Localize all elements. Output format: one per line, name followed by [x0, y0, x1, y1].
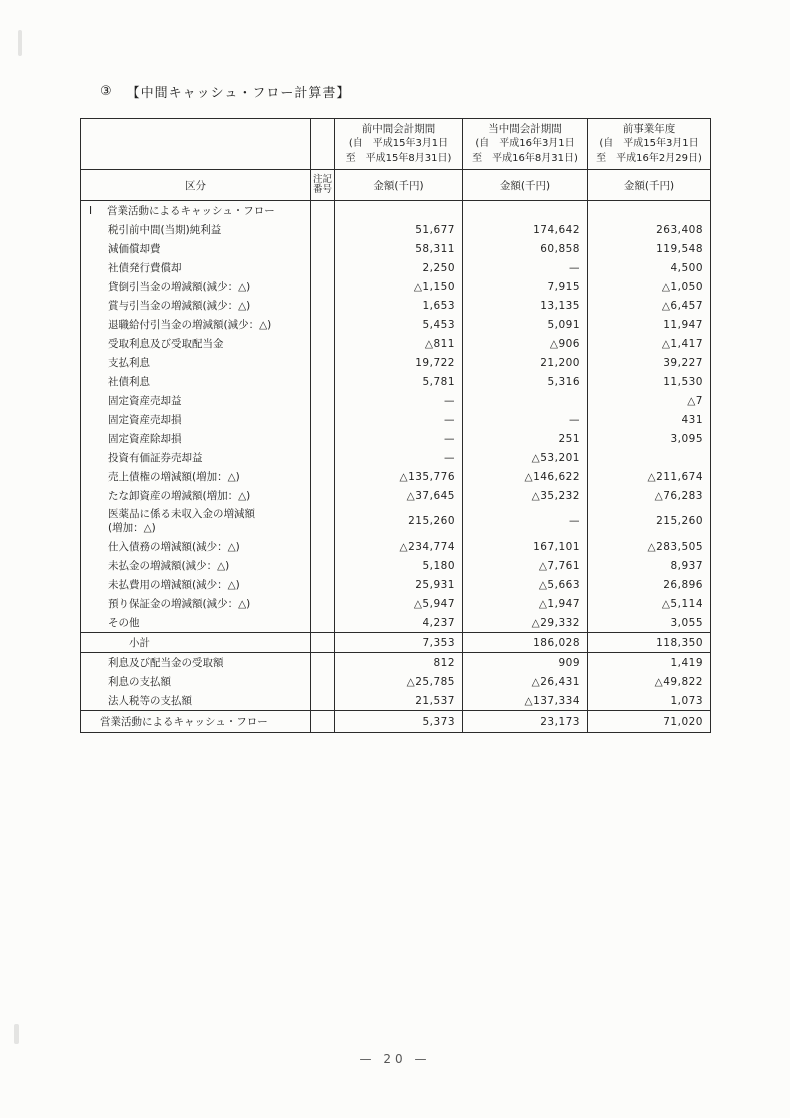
row-amount-col1: 51,677	[335, 220, 463, 239]
document-title	[100, 82, 350, 101]
row-amount-col2: —	[463, 505, 588, 537]
row-amount-col2: △7,761	[463, 556, 588, 575]
row-amount-col2: 186,028	[463, 633, 588, 653]
row-label-text: 固定資産売却損	[108, 414, 182, 426]
table-row	[81, 410, 711, 429]
row-label-text: 投資有価証券売却益	[108, 452, 203, 464]
row-note-cell	[311, 372, 335, 391]
row-note-cell	[311, 486, 335, 505]
row-amount-col2: 5,091	[463, 315, 588, 334]
row-note-cell	[311, 334, 335, 353]
row-amount-col2: 60,858	[463, 239, 588, 258]
row-amount-col2: 5,316	[463, 372, 588, 391]
table-row	[81, 258, 711, 277]
table-row	[81, 372, 711, 391]
header-amount-2: 金額(千円)	[463, 170, 588, 201]
table-row	[81, 711, 711, 733]
row-amount-col3: 39,227	[588, 353, 711, 372]
row-amount-col3: 119,548	[588, 239, 711, 258]
row-label	[81, 450, 203, 465]
header-amount-3: 金額(千円)	[588, 170, 711, 201]
row-label-text: 未払費用の増減額(減少：△)	[108, 579, 240, 592]
row-amount-col1: 5,373	[335, 711, 463, 733]
row-amount-col2	[463, 391, 588, 410]
row-note-cell	[311, 448, 335, 467]
row-label-cell	[81, 239, 311, 258]
row-amount-col2: △53,201	[463, 448, 588, 467]
row-amount-col3: 8,937	[588, 556, 711, 575]
row-label-text: 固定資産売却益	[108, 395, 182, 407]
row-label-cell	[81, 372, 311, 391]
row-label	[81, 393, 182, 408]
row-amount-col2: 174,642	[463, 220, 588, 239]
row-note-cell	[311, 575, 335, 594]
row-label-cell	[81, 575, 311, 594]
table-row	[81, 467, 711, 486]
table-row	[81, 653, 711, 673]
row-note-cell	[311, 296, 335, 315]
table-row	[81, 315, 711, 334]
row-label-text: 減価償却費	[108, 243, 161, 255]
row-amount-col3: 1,073	[588, 691, 711, 711]
table-row	[81, 220, 711, 239]
period-date-to: 至 平成16年8月31日)	[472, 152, 578, 164]
row-label	[81, 596, 250, 611]
row-label-cell	[81, 505, 311, 537]
row-label	[81, 222, 221, 237]
table-row	[81, 613, 711, 633]
row-amount-col2: △35,232	[463, 486, 588, 505]
row-amount-col1: 25,931	[335, 575, 463, 594]
row-amount-col1: 4,237	[335, 613, 463, 633]
title-number: ③	[100, 84, 113, 99]
row-label-text: 利息及び配当金の受取額	[108, 657, 224, 670]
row-label-text: 営業活動によるキャッシュ・フロー	[107, 205, 275, 217]
row-label-text: 社債利息	[108, 376, 150, 388]
row-label-cell	[81, 691, 311, 711]
table-body	[81, 201, 711, 733]
row-label	[81, 655, 224, 670]
row-amount-col3	[588, 201, 711, 221]
row-label-cell	[81, 391, 311, 410]
title-text: 【中間キャッシュ・フロー計算書】	[126, 86, 351, 101]
row-label-text: 預り保証金の増減額(減少：△)	[108, 598, 251, 611]
period-date-from: (自 平成16年3月1日	[475, 138, 575, 150]
row-note-cell	[311, 353, 335, 372]
period-date-from: (自 平成15年3月1日	[348, 138, 449, 150]
row-amount-col2	[463, 201, 588, 221]
table-row	[81, 633, 711, 653]
row-label-cell	[81, 429, 311, 448]
row-label-cell	[81, 653, 311, 673]
row-amount-col1: △37,645	[335, 486, 463, 505]
row-amount-col1: 5,180	[335, 556, 463, 575]
table-row	[81, 505, 711, 537]
row-amount-col1: △25,785	[335, 672, 463, 691]
row-label	[81, 635, 150, 650]
row-label	[81, 279, 250, 294]
row-amount-col3: △283,505	[588, 537, 711, 556]
row-label-text: 売上債権の増減額(増加：△)	[108, 471, 240, 483]
scan-artifact	[14, 1024, 19, 1044]
row-note-cell	[311, 594, 335, 613]
row-amount-col2: 21,200	[463, 353, 588, 372]
row-label-text: 小計	[129, 637, 150, 650]
table-row	[81, 296, 711, 315]
row-amount-col2: △137,334	[463, 691, 588, 711]
row-amount-col3: 1,419	[588, 653, 711, 673]
header-category: 区分	[81, 170, 311, 201]
row-label-text: 賞与引当金の増減額(減少：△)	[108, 300, 251, 312]
row-label-cell	[81, 613, 311, 633]
row-amount-col3: △49,822	[588, 672, 711, 691]
period-date-from: (自 平成15年3月1日	[599, 138, 699, 150]
row-label	[81, 374, 150, 389]
row-label-text: 営業活動によるキャッシュ・フロー	[100, 716, 268, 729]
table-row	[81, 537, 711, 556]
row-note-cell	[311, 691, 335, 711]
row-label-cell	[81, 467, 311, 486]
row-amount-col3	[588, 448, 711, 467]
row-amount-col3: 431	[588, 410, 711, 429]
row-amount-col3: 71,020	[588, 711, 711, 733]
row-label-cell	[81, 448, 311, 467]
row-amount-col2: △26,431	[463, 672, 588, 691]
row-label	[81, 317, 271, 332]
row-note-cell	[311, 220, 335, 239]
period-title: 前中間会計期間	[361, 122, 436, 135]
table-row	[81, 691, 711, 711]
row-amount-col1: —	[335, 429, 463, 448]
header-prior-interim-period	[335, 119, 463, 170]
row-amount-col2: △5,663	[463, 575, 588, 594]
row-note-cell	[311, 537, 335, 556]
header-blank-note	[311, 119, 335, 170]
row-amount-col2: △1,947	[463, 594, 588, 613]
row-note-cell	[311, 467, 335, 486]
header-amount-1: 金額(千円)	[335, 170, 463, 201]
row-amount-col3: 118,350	[588, 633, 711, 653]
table-row	[81, 277, 711, 296]
row-label-cell	[81, 220, 311, 239]
row-label-cell	[81, 594, 311, 613]
row-amount-col3: △211,674	[588, 467, 711, 486]
cash-flow-table	[80, 118, 711, 733]
row-note-cell	[311, 258, 335, 277]
table-row	[81, 353, 711, 372]
row-label	[81, 412, 182, 427]
row-amount-col1: 2,250	[335, 258, 463, 277]
row-label-cell	[81, 201, 311, 221]
row-label	[81, 431, 182, 446]
row-amount-col3: △1,050	[588, 277, 711, 296]
header-blank-category	[81, 119, 311, 170]
table-row	[81, 575, 711, 594]
row-label-text: 退職給付引当金の増減額(減少：△)	[108, 319, 272, 331]
row-amount-col3: 263,408	[588, 220, 711, 239]
row-note-cell	[311, 391, 335, 410]
row-note-cell	[311, 653, 335, 673]
row-amount-col1: 812	[335, 653, 463, 673]
row-label-cell	[81, 556, 311, 575]
row-label-text: 未払金の増減額(減少：△)	[108, 560, 230, 573]
table-row	[81, 201, 711, 221]
row-label-text: 貸倒引当金の増減額(減少：△)	[108, 281, 251, 293]
period-date-to: 至 平成15年8月31日)	[345, 152, 452, 164]
row-note-cell	[311, 672, 335, 691]
table-row	[81, 448, 711, 467]
row-amount-col2: △146,622	[463, 467, 588, 486]
row-amount-col1: 19,722	[335, 353, 463, 372]
row-amount-col3: 3,055	[588, 613, 711, 633]
row-amount-col3: △7	[588, 391, 711, 410]
period-date-to: 至 平成16年2月29日)	[596, 152, 702, 164]
row-amount-col1: △135,776	[335, 467, 463, 486]
row-amount-col1: 215,260	[335, 505, 463, 537]
row-label-cell	[81, 537, 311, 556]
row-amount-col1: 1,653	[335, 296, 463, 315]
row-label-cell	[81, 296, 311, 315]
section-numeral: Ⅰ	[89, 205, 93, 217]
row-amount-col1	[335, 201, 463, 221]
row-label	[81, 558, 229, 573]
row-label-cell	[81, 315, 311, 334]
table-row	[81, 429, 711, 448]
header-label-row	[81, 170, 711, 201]
row-amount-col2: —	[463, 258, 588, 277]
row-amount-col1: —	[335, 391, 463, 410]
row-amount-col2: 909	[463, 653, 588, 673]
row-label-text: 支払利息	[108, 357, 150, 369]
row-note-cell	[311, 505, 335, 537]
table-row	[81, 594, 711, 613]
row-note-cell	[311, 556, 335, 575]
table-row	[81, 486, 711, 505]
row-amount-col2: 7,915	[463, 277, 588, 296]
table-row	[81, 334, 711, 353]
row-amount-col1: 21,537	[335, 691, 463, 711]
row-label-cell	[81, 672, 311, 691]
row-label	[81, 298, 250, 313]
row-amount-col1: 5,781	[335, 372, 463, 391]
row-label	[81, 714, 268, 729]
row-note-cell	[311, 429, 335, 448]
row-amount-col1: △811	[335, 334, 463, 353]
row-note-cell	[311, 633, 335, 653]
row-label-cell	[81, 258, 311, 277]
row-label	[81, 488, 250, 503]
row-amount-col2: △29,332	[463, 613, 588, 633]
row-amount-col3: △1,417	[588, 334, 711, 353]
scan-artifact	[18, 30, 22, 56]
row-label-text: その他	[108, 617, 140, 630]
row-label	[81, 336, 224, 351]
table-row	[81, 672, 711, 691]
row-label	[81, 539, 240, 554]
row-label	[81, 507, 255, 535]
table-row	[81, 239, 711, 258]
period-title: 前事業年度	[622, 122, 676, 135]
header-current-interim-period	[463, 119, 588, 170]
row-amount-col1: 58,311	[335, 239, 463, 258]
row-note-cell	[311, 711, 335, 733]
table-row	[81, 391, 711, 410]
row-amount-col1: △1,150	[335, 277, 463, 296]
row-amount-col3: 215,260	[588, 505, 711, 537]
header-note-number: 注記番号	[311, 170, 335, 201]
row-label-cell	[81, 277, 311, 296]
row-label-text: 固定資産除却損	[108, 433, 182, 445]
row-amount-col1: 7,353	[335, 633, 463, 653]
row-amount-col3: 3,095	[588, 429, 711, 448]
row-label-text: 税引前中間(当期)純利益	[108, 224, 222, 236]
row-label-text: 法人税等の支払額	[108, 695, 192, 708]
row-amount-col2: —	[463, 410, 588, 429]
row-amount-col2: 13,135	[463, 296, 588, 315]
row-amount-col3: 4,500	[588, 258, 711, 277]
row-label-text-line2: (増加：△)	[108, 522, 156, 535]
row-label-cell	[81, 711, 311, 733]
row-amount-col2: △906	[463, 334, 588, 353]
row-amount-col2: 23,173	[463, 711, 588, 733]
row-amount-col3: 11,530	[588, 372, 711, 391]
row-label	[81, 577, 240, 592]
row-note-cell	[311, 613, 335, 633]
row-label-text: たな卸資産の増減額(増加：△)	[108, 490, 251, 502]
row-amount-col1: —	[335, 448, 463, 467]
row-label-text: 利息の支払額	[108, 676, 171, 689]
row-label	[81, 203, 275, 218]
row-label-cell	[81, 334, 311, 353]
row-note-cell	[311, 239, 335, 258]
row-amount-col2: 167,101	[463, 537, 588, 556]
row-amount-col3: △76,283	[588, 486, 711, 505]
row-amount-col3: 11,947	[588, 315, 711, 334]
row-amount-col3: △5,114	[588, 594, 711, 613]
row-amount-col1: △234,774	[335, 537, 463, 556]
row-label-cell	[81, 486, 311, 505]
row-label	[81, 260, 182, 275]
row-label-cell	[81, 353, 311, 372]
row-label	[81, 355, 150, 370]
row-label-cell	[81, 410, 311, 429]
row-label-cell	[81, 633, 311, 653]
row-label-text: 医薬品に係る未収入金の増減額	[108, 508, 255, 520]
row-note-cell	[311, 410, 335, 429]
row-amount-col3: 26,896	[588, 575, 711, 594]
row-label	[81, 469, 240, 484]
row-label	[81, 674, 171, 689]
header-period-row	[81, 119, 711, 170]
row-label-text: 受取利息及び受取配当金	[108, 338, 224, 350]
row-label-text: 仕入債務の増減額(減少：△)	[108, 541, 240, 554]
row-amount-col1: △5,947	[335, 594, 463, 613]
header-prior-fiscal-year	[588, 119, 711, 170]
page-number: — 20 —	[359, 1052, 431, 1066]
row-amount-col3: △6,457	[588, 296, 711, 315]
period-title: 当中間会計期間	[488, 122, 562, 135]
row-amount-col2: 251	[463, 429, 588, 448]
row-label-text: 社債発行費償却	[108, 262, 182, 274]
row-label	[81, 693, 192, 708]
row-note-cell	[311, 201, 335, 221]
row-note-cell	[311, 277, 335, 296]
row-amount-col1: 5,453	[335, 315, 463, 334]
row-note-cell	[311, 315, 335, 334]
table-row	[81, 556, 711, 575]
row-amount-col1: —	[335, 410, 463, 429]
row-label	[81, 241, 161, 256]
row-label	[81, 615, 140, 630]
